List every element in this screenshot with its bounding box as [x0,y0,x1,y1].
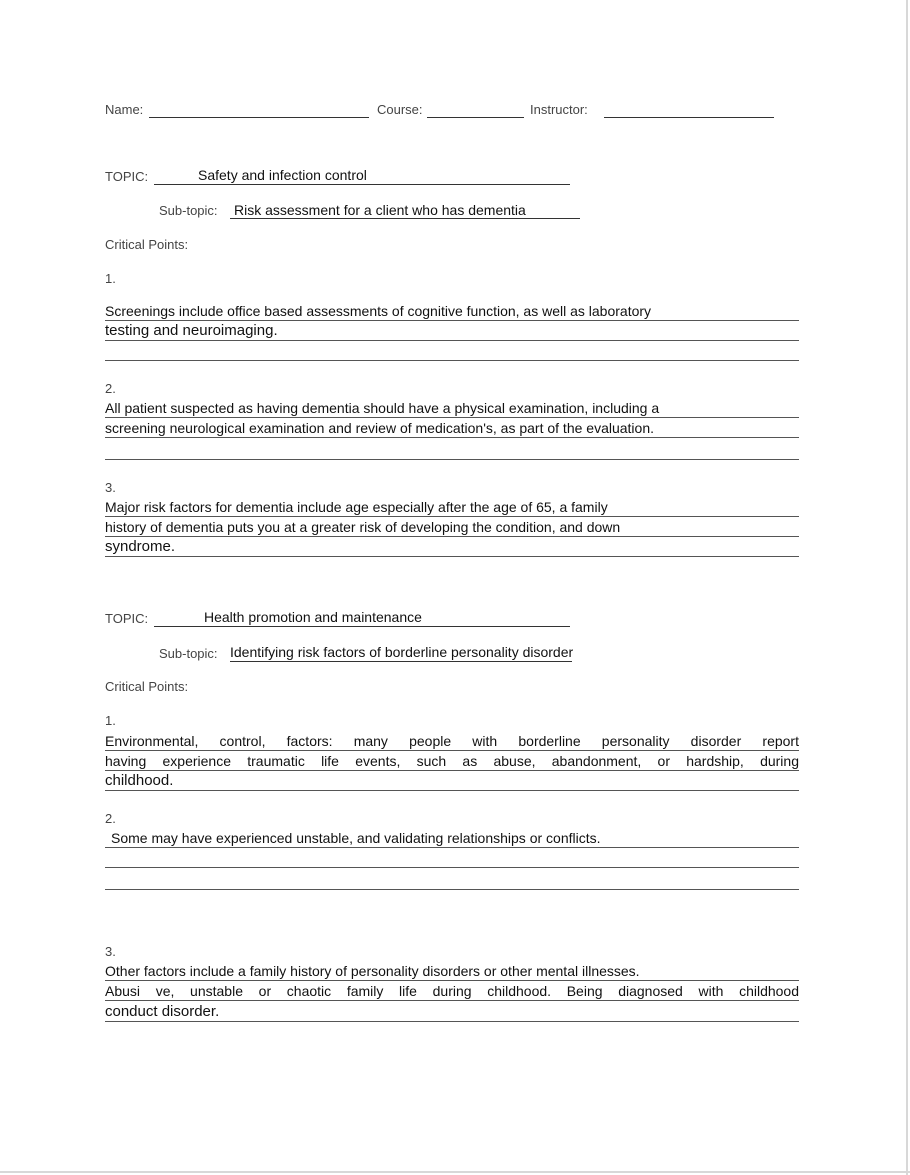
point-line[interactable]: Environmental, control, factors: many people with borderline personality disorder report [105,733,799,749]
point-number: 3. [105,944,116,959]
point-number: 2. [105,811,116,826]
topic-label: TOPIC: [105,169,149,184]
topic-label: TOPIC: [105,611,149,626]
name-field[interactable] [149,117,369,118]
topic-rule [154,184,570,185]
point-number: 2. [105,381,116,396]
subtopic-value[interactable]: Identifying risk factors of borderline personality disorder [230,644,574,660]
point-line[interactable]: Other factors include a family history of personality disorders or other mental illnesses. [105,962,799,981]
point-line[interactable]: testing and neuroimaging. [105,322,799,341]
point-line[interactable] [105,342,799,361]
point-line[interactable]: screening neurological examination and review of medication's, as part of the evaluation. [105,419,799,438]
point-line[interactable]: Abusi ve, unstable or chaotic family life during childhood. Being diagnosed with childhood [105,983,799,999]
point-line[interactable]: Screenings include office based assessments of cognitive function, as well as laboratory [105,302,799,321]
instructor-field[interactable] [604,117,774,118]
course-label: Course: [377,102,423,117]
point-line[interactable] [105,849,799,868]
point-line[interactable]: having experience traumatic life events, such as abuse, abandonment, or hardship, during [105,753,799,769]
critical-points-label: Critical Points: [105,237,189,252]
topic-rule [154,626,570,627]
name-label: Name: [105,102,144,117]
point-number: 1. [105,271,116,286]
instructor-label: Instructor: [530,102,588,117]
point-line[interactable]: syndrome. [105,538,799,557]
point-number: 3. [105,480,116,495]
point-line[interactable]: childhood. [105,772,799,791]
point-line[interactable]: conduct disorder. [105,1003,799,1022]
topic-value[interactable]: Health promotion and maintenance [204,609,422,625]
point-line[interactable]: All patient suspected as having dementia should have a physical examination, including a [105,399,799,418]
point-line[interactable] [105,441,799,460]
point-number: 1. [105,713,116,728]
critical-points-label: Critical Points: [105,679,189,694]
point-line[interactable]: Some may have experienced unstable, and validating relationships or conflicts. [105,829,799,848]
page-bottom-edge [0,1171,910,1173]
subtopic-label: Sub-topic: [159,203,218,218]
point-line[interactable]: Major risk factors for dementia include age especially after the age of 65, a family [105,498,799,517]
subtopic-label: Sub-topic: [159,646,218,661]
point-line[interactable] [105,871,799,890]
page-edge [906,0,908,1175]
course-field[interactable] [427,117,524,118]
subtopic-value[interactable]: Risk assessment for a client who has dementia [234,202,526,218]
subtopic-rule [230,661,572,662]
point-line[interactable]: history of dementia puts you at a greater risk of developing the condition, and down [105,518,799,537]
topic-value[interactable]: Safety and infection control [198,167,367,183]
